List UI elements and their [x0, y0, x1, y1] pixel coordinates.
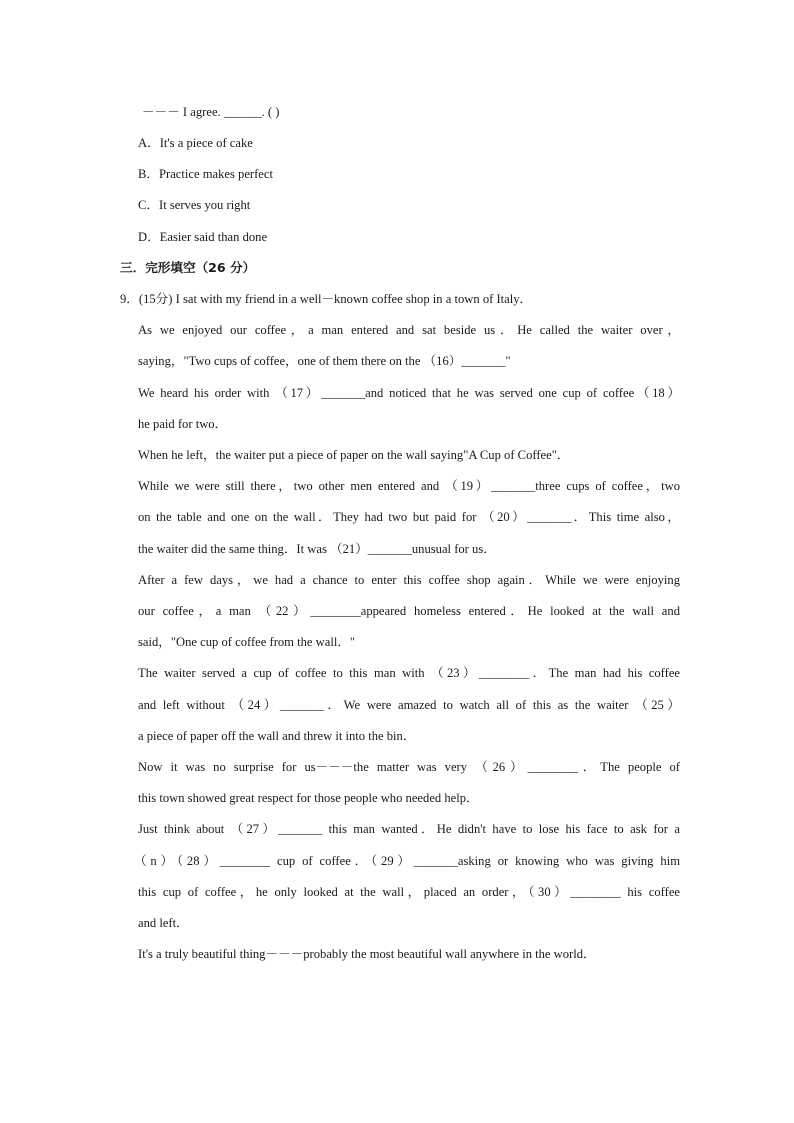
cloze-question-header: 9．(15分) I sat with my friend in a well－known coffee shop in a town of Italy．: [120, 292, 533, 306]
cloze-line: saying，"Two cups of coffee，one of them there on the （16）_______": [138, 354, 511, 368]
option-c: C．It serves you right: [138, 198, 251, 212]
option-b: B．Practice makes perfect: [138, 167, 273, 181]
cloze-line: When he left，the waiter put a piece of paper on the wall saying"A Cup of Coffee"．: [138, 448, 570, 462]
cloze-line: Now it was no surprise for us－－－the matter was very （26）________．The people of: [138, 760, 680, 774]
cloze-line: It's a truly beautiful thing－－－probably the most beautiful wall anywhere in the world．: [138, 947, 596, 961]
cloze-line: While we were still there，two other men entered and （19）_______three cups of coffee，two: [138, 479, 680, 493]
cloze-line: our coffee，a man （22）________appeared homeless entered．He looked at the wall and: [138, 604, 680, 618]
cloze-line: on the table and one on the wall．They had two but paid for （20）_______．This time also，: [138, 510, 680, 524]
cloze-line: As we enjoyed our coffee，a man entered and sat beside us．He called the waiter over，: [138, 323, 680, 337]
cloze-line: The waiter served a cup of coffee to this man with （23）________．The man had his coffee: [138, 666, 680, 680]
cloze-line: Just think about （27）_______ this man wanted．He didn't have to lose his face to ask for a: [138, 822, 680, 836]
cloze-line: said，"One cup of coffee from the wall．": [138, 635, 356, 649]
cloze-line: this town showed great respect for those people who needed help．: [138, 791, 479, 805]
cloze-line: After a few days，we had a chance to enter this coffee shop again．While we were enjoying: [138, 573, 680, 587]
cloze-line: （n）（28）________ cup of coffee．（29）_______asking or knowing who was giving him: [134, 854, 680, 868]
cloze-line: he paid for two．: [138, 417, 228, 431]
option-a: A．It's a piece of cake: [138, 136, 253, 150]
cloze-line: and left．: [138, 916, 189, 930]
cloze-line: the waiter did the same thing．It was （21）_______unusual for us．: [138, 542, 496, 556]
cloze-line: and left without （24）_______．We were amazed to watch all of this as the waiter （25）: [138, 698, 680, 712]
section-heading: 三．完形填空（26 分）: [120, 260, 256, 275]
cloze-line: this cup of coffee，he only looked at the wall，placed an order，（30）________ his coffee: [138, 885, 680, 899]
cloze-line: We heard his order with （17）_______and noticed that he was served one cup of coffee（18）: [138, 386, 680, 400]
cloze-line: a piece of paper off the wall and threw it into the bin．: [138, 729, 416, 743]
option-d: D．Easier said than done: [138, 230, 268, 244]
question-stem: －－－ I agree. ______. ( ): [142, 105, 280, 119]
